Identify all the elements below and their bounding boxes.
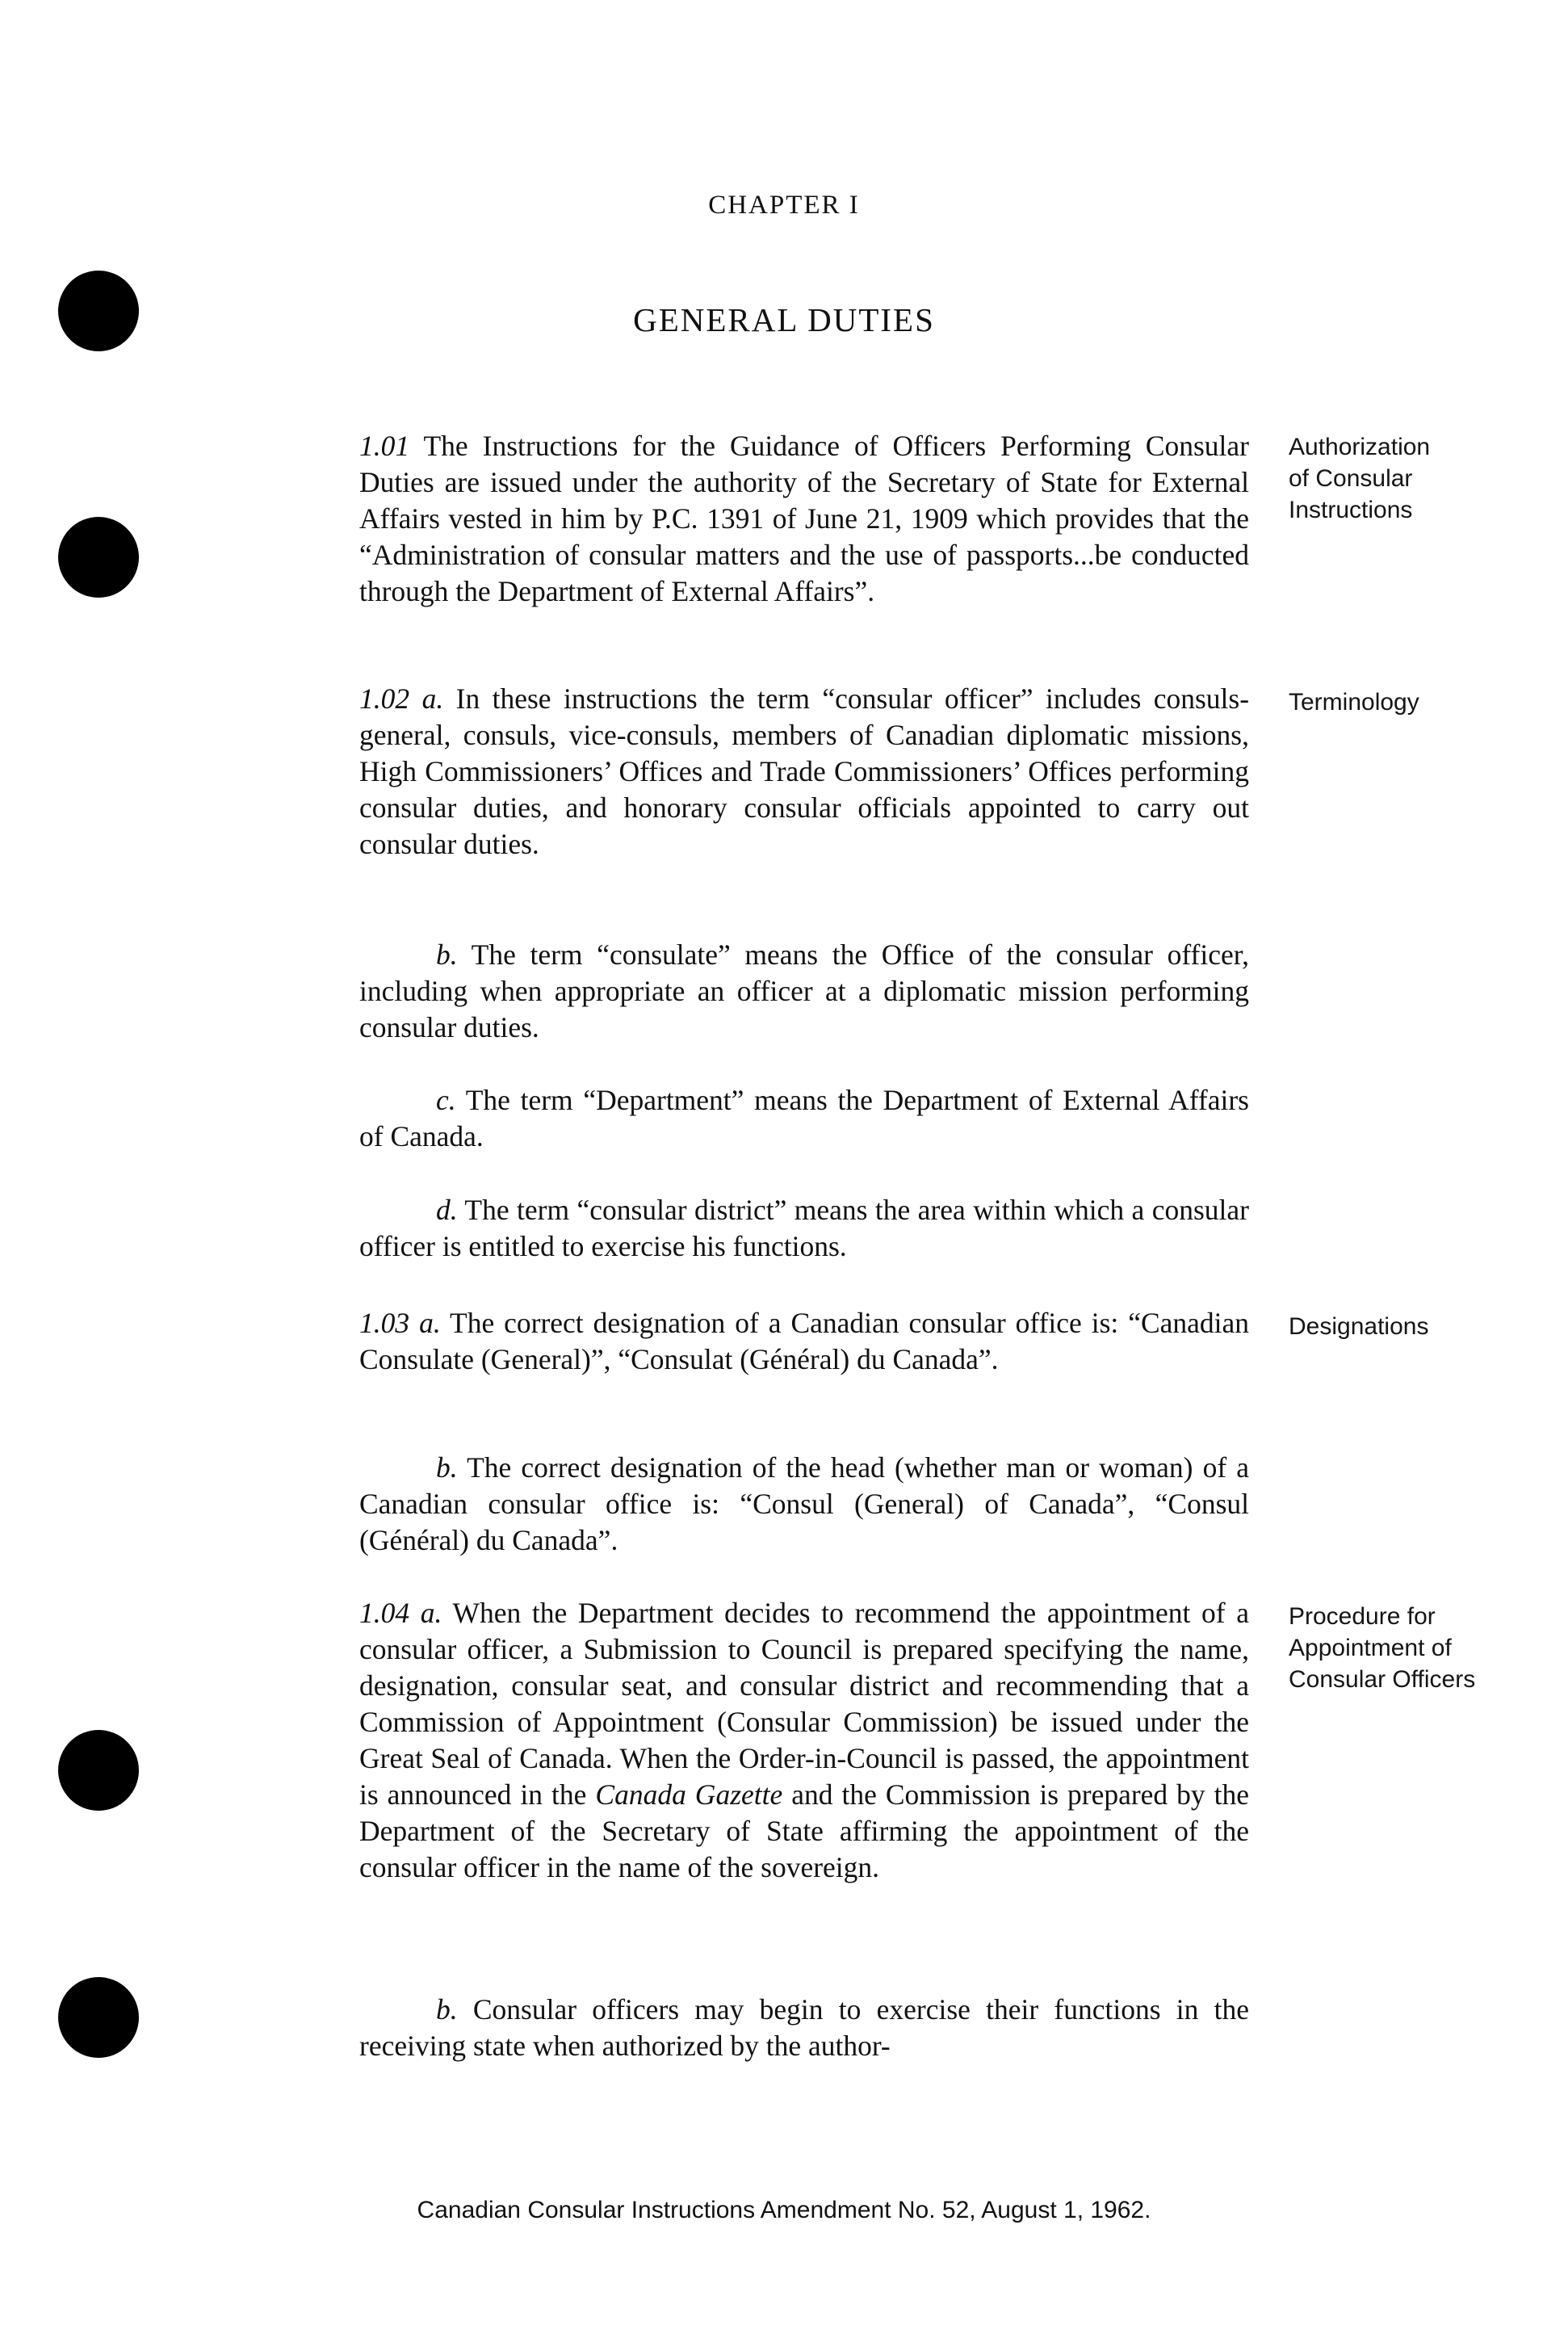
margin-note-line: Authorization: [1289, 434, 1431, 460]
punch-hole: [58, 1977, 139, 2058]
paragraph-text: The correct designation of a Canadian consular office is: “Canadian Consulate (General)”, “Consulat (Général) du Canada”.: [359, 1307, 1250, 1375]
paragraph-1-03-b: [359, 1450, 1249, 1559]
punch-hole: [58, 517, 139, 598]
paragraph-1-02-b: [359, 937, 1249, 1046]
paragraph-1-02-c: [359, 1082, 1249, 1155]
page-footer: Canadian Consular Instructions Amendment No. 52, August 1, 1962.: [417, 2197, 1151, 2223]
paragraph-text: Consular officers may begin to exercise their functions in the receiving state when authorized by the author-: [359, 1993, 1249, 2062]
margin-note-terminology: [1289, 686, 1555, 718]
item-letter: a.: [421, 682, 444, 715]
paragraph-1-02-d: [359, 1192, 1249, 1265]
margin-note-line: Appointment of: [1289, 1635, 1452, 1661]
page-title: GENERAL DUTIES: [633, 301, 935, 338]
section-number: 1.01: [359, 430, 410, 462]
item-letter: c.: [436, 1084, 456, 1116]
punch-hole: [58, 1730, 139, 1811]
margin-note-procedure: [1289, 1601, 1555, 1695]
margin-note-line: Procedure for: [1289, 1603, 1436, 1630]
item-letter: b.: [436, 1993, 458, 2026]
paragraph-1-02-a: [359, 681, 1249, 863]
item-letter: a.: [420, 1597, 442, 1629]
paragraph-text: The Instructions for the Guidance of Officers Performing Consular Duties are issued under the authority of the Secretary of State for External Affairs vested in him by P.C. 1391 of June 21, 1909 which provides that the “Administration of consular matters and the use of passports...be conducted through the Department of External Affairs”.: [359, 430, 1249, 607]
paragraph-text: and the Commission is prepared by the Department of the Secretary of State affirming the appointment of the consular officer in the name of the sovereign.: [359, 1778, 1250, 1883]
item-letter: a.: [419, 1307, 441, 1339]
item-letter: b.: [436, 1451, 458, 1484]
section-number: 1.04: [359, 1597, 410, 1629]
chapter-heading: CHAPTER I: [708, 191, 860, 220]
paragraph-text: The term “consular district” means the area within which a consular officer is entitled to exercise his functions.: [359, 1194, 1249, 1262]
paragraph-text: The term “Department” means the Department of External Affairs of Canada.: [359, 1084, 1249, 1152]
paragraph-1-04-b: [359, 1992, 1249, 2064]
margin-note-line: Designations: [1289, 1313, 1429, 1340]
margin-note-line: Instructions: [1289, 497, 1413, 523]
margin-note-authorization: [1289, 431, 1555, 526]
item-letter: b.: [436, 938, 458, 971]
margin-note-line: Consular Officers: [1289, 1666, 1476, 1693]
section-number: 1.03: [359, 1307, 410, 1339]
margin-note-line: Terminology: [1289, 689, 1419, 716]
item-letter: d.: [436, 1194, 458, 1226]
paragraph-text: In these instructions the term “consular officer” includes consuls-general, consuls, vice-consuls, members of Canadian diplomatic missions, High Commissioners’ Offices and Trade Commissioners’ Offices performing consular duties, and honorary consular officials appointed to carry out consular duties.: [359, 682, 1250, 860]
paragraph-1-01: [359, 428, 1249, 610]
paragraph-text: The correct designation of the head (whether man or woman) of a Canadian consular office is: “Consul (General) of Canada”, “Consul (Général) du Canada”.: [359, 1451, 1249, 1556]
paragraph-1-04-a: [359, 1595, 1249, 1886]
paragraph-text: When the Department decides to recommend the appointment of a consular officer, a Submission to Council is prepared specifying the name, designation, consular seat, and consular district and recommending that a Commission of Appointment (Consular Commission) be issued under the Great Seal of Canada. When the Order-in-Council is passed, the appointment is announced in the: [359, 1597, 1249, 1811]
margin-note-line: of Consular: [1289, 465, 1413, 492]
paragraph-1-03-a: [359, 1305, 1249, 1378]
margin-note-designations: [1289, 1311, 1555, 1342]
canada-gazette-title: Canada Gazette: [595, 1778, 783, 1811]
section-number: 1.02: [359, 682, 410, 715]
paragraph-text: The term “consulate” means the Office of the consular officer, including when appropriate an officer at a diplomatic mission performing consular duties.: [359, 938, 1249, 1043]
